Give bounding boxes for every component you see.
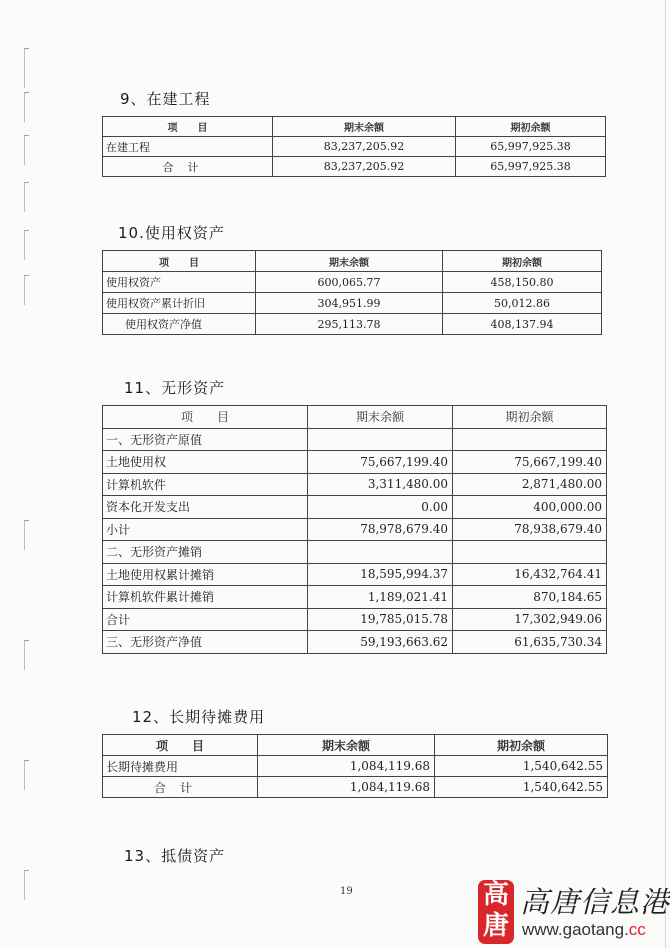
section-heading-10: 10.使用权资产 xyxy=(118,224,225,242)
binding-mark xyxy=(24,230,31,260)
binding-mark xyxy=(24,760,31,790)
table-row xyxy=(103,563,607,586)
row-end-balance: 18,595,994.37 xyxy=(308,563,453,586)
column-header-item: 项 目 xyxy=(103,117,273,137)
row-end-balance: 3,311,480.00 xyxy=(308,473,453,496)
column-header-begin-balance: 期初余额 xyxy=(456,117,606,137)
column-header-item: 项 目 xyxy=(103,251,256,272)
seal-char-top: 高 xyxy=(482,880,509,910)
column-header-end-balance: 期末余额 xyxy=(258,735,435,756)
table-row xyxy=(103,473,607,496)
table-long-term-prepaid-expenses xyxy=(102,734,608,798)
column-header-end-balance: 期末余额 xyxy=(256,251,443,272)
row-item: 计算机软件 xyxy=(103,473,308,496)
row-begin-balance: 65,997,925.38 xyxy=(456,137,606,157)
watermark-logo xyxy=(478,878,670,946)
row-begin-balance: 1,540,642.55 xyxy=(435,777,608,798)
row-end-balance: 1,084,119.68 xyxy=(258,756,435,777)
page-edge xyxy=(665,0,666,948)
row-end-balance: 83,237,205.92 xyxy=(273,137,456,157)
row-end-balance: 78,978,679.40 xyxy=(308,518,453,541)
column-header-begin-balance: 期初余额 xyxy=(435,735,608,756)
row-item: 合计 xyxy=(103,777,258,798)
row-item: 计算机软件累计摊销 xyxy=(103,586,308,609)
row-begin-balance: 75,667,199.40 xyxy=(453,451,607,474)
table-right-of-use-assets xyxy=(102,250,602,335)
table-row-total xyxy=(103,777,608,798)
row-end-balance: 304,951.99 xyxy=(256,293,443,314)
column-header-end-balance: 期末余额 xyxy=(308,406,453,429)
row-item: 土地使用权 xyxy=(103,451,308,474)
row-begin-balance: 870,184.65 xyxy=(453,586,607,609)
row-end-balance: 19,785,015.78 xyxy=(308,608,453,631)
row-end-balance: 1,189,021.41 xyxy=(308,586,453,609)
row-item: 使用权资产 xyxy=(103,272,256,293)
table-row-total xyxy=(103,608,607,631)
row-end-balance xyxy=(308,428,453,451)
row-item: 小计 xyxy=(103,518,308,541)
table-row xyxy=(103,756,608,777)
binding-mark xyxy=(24,135,31,165)
column-header-begin-balance: 期初余额 xyxy=(453,406,607,429)
row-end-balance: 600,065.77 xyxy=(256,272,443,293)
table-row xyxy=(103,496,607,519)
row-begin-balance: 17,302,949.06 xyxy=(453,608,607,631)
table-row-category xyxy=(103,541,607,564)
column-header-begin-balance: 期初余额 xyxy=(443,251,602,272)
binding-mark xyxy=(24,48,31,88)
section-heading-12: 12、长期待摊费用 xyxy=(132,708,266,726)
table-header-row xyxy=(103,251,602,272)
row-begin-balance: 458,150.80 xyxy=(443,272,602,293)
row-end-balance: 1,084,119.68 xyxy=(258,777,435,798)
row-item: 使用权资产累计折旧 xyxy=(103,293,256,314)
table-header-row xyxy=(103,117,606,137)
seal-char-bottom: 唐 xyxy=(482,911,509,941)
table-header-row xyxy=(103,406,607,429)
watermark-url-main: www.gaotang. xyxy=(522,920,629,939)
row-item: 在建工程 xyxy=(103,137,273,157)
binding-mark xyxy=(24,275,31,305)
section-heading-9: 9、在建工程 xyxy=(120,90,211,108)
row-end-balance: 0.00 xyxy=(308,496,453,519)
row-begin-balance: 408,137.94 xyxy=(443,314,602,335)
row-item: 三、无形资产净值 xyxy=(103,631,308,654)
row-begin-balance: 400,000.00 xyxy=(453,496,607,519)
row-begin-balance: 16,432,764.41 xyxy=(453,563,607,586)
column-header-end-balance: 期末余额 xyxy=(273,117,456,137)
table-row xyxy=(103,586,607,609)
table-row-subtotal xyxy=(103,518,607,541)
binding-mark xyxy=(24,520,31,550)
row-end-balance: 83,237,205.92 xyxy=(273,157,456,177)
watermark-url xyxy=(522,920,646,940)
row-begin-balance xyxy=(453,428,607,451)
table-row xyxy=(103,272,602,293)
table-row xyxy=(103,451,607,474)
watermark-url-tld: cc xyxy=(628,920,646,939)
row-end-balance xyxy=(308,541,453,564)
row-item: 合计 xyxy=(103,157,273,177)
binding-mark xyxy=(24,92,31,122)
binding-mark xyxy=(24,182,31,212)
watermark-title: 高唐信息港 xyxy=(520,885,670,919)
row-item: 使用权资产净值 xyxy=(103,314,256,335)
row-end-balance: 295,113.78 xyxy=(256,314,443,335)
row-item: 长期待摊费用 xyxy=(103,756,258,777)
section-heading-11: 11、无形资产 xyxy=(124,379,226,397)
table-row-net-value xyxy=(103,631,607,654)
row-begin-balance xyxy=(453,541,607,564)
row-item: 合计 xyxy=(103,608,308,631)
row-begin-balance: 78,938,679.40 xyxy=(453,518,607,541)
table-row xyxy=(103,137,606,157)
column-header-item: 项 目 xyxy=(103,406,308,429)
row-begin-balance: 50,012.86 xyxy=(443,293,602,314)
row-begin-balance: 61,635,730.34 xyxy=(453,631,607,654)
table-row-total xyxy=(103,314,602,335)
row-begin-balance: 1,540,642.55 xyxy=(435,756,608,777)
table-intangible-assets xyxy=(102,405,607,654)
row-begin-balance: 2,871,480.00 xyxy=(453,473,607,496)
page-number: 19 xyxy=(340,886,353,897)
table-row-total xyxy=(103,157,606,177)
seal-icon xyxy=(478,880,514,944)
table-row xyxy=(103,293,602,314)
table-row-category xyxy=(103,428,607,451)
row-begin-balance: 65,997,925.38 xyxy=(456,157,606,177)
row-item: 二、无形资产摊销 xyxy=(103,541,308,564)
row-item: 一、无形资产原值 xyxy=(103,428,308,451)
binding-mark xyxy=(24,640,31,670)
row-item: 资本化开发支出 xyxy=(103,496,308,519)
row-end-balance: 59,193,663.62 xyxy=(308,631,453,654)
section-heading-13: 13、抵债资产 xyxy=(124,847,226,865)
table-construction-in-progress xyxy=(102,116,606,177)
row-item: 土地使用权累计摊销 xyxy=(103,563,308,586)
table-header-row xyxy=(103,735,608,756)
binding-mark xyxy=(24,870,31,900)
column-header-item: 项 目 xyxy=(103,735,258,756)
row-end-balance: 75,667,199.40 xyxy=(308,451,453,474)
